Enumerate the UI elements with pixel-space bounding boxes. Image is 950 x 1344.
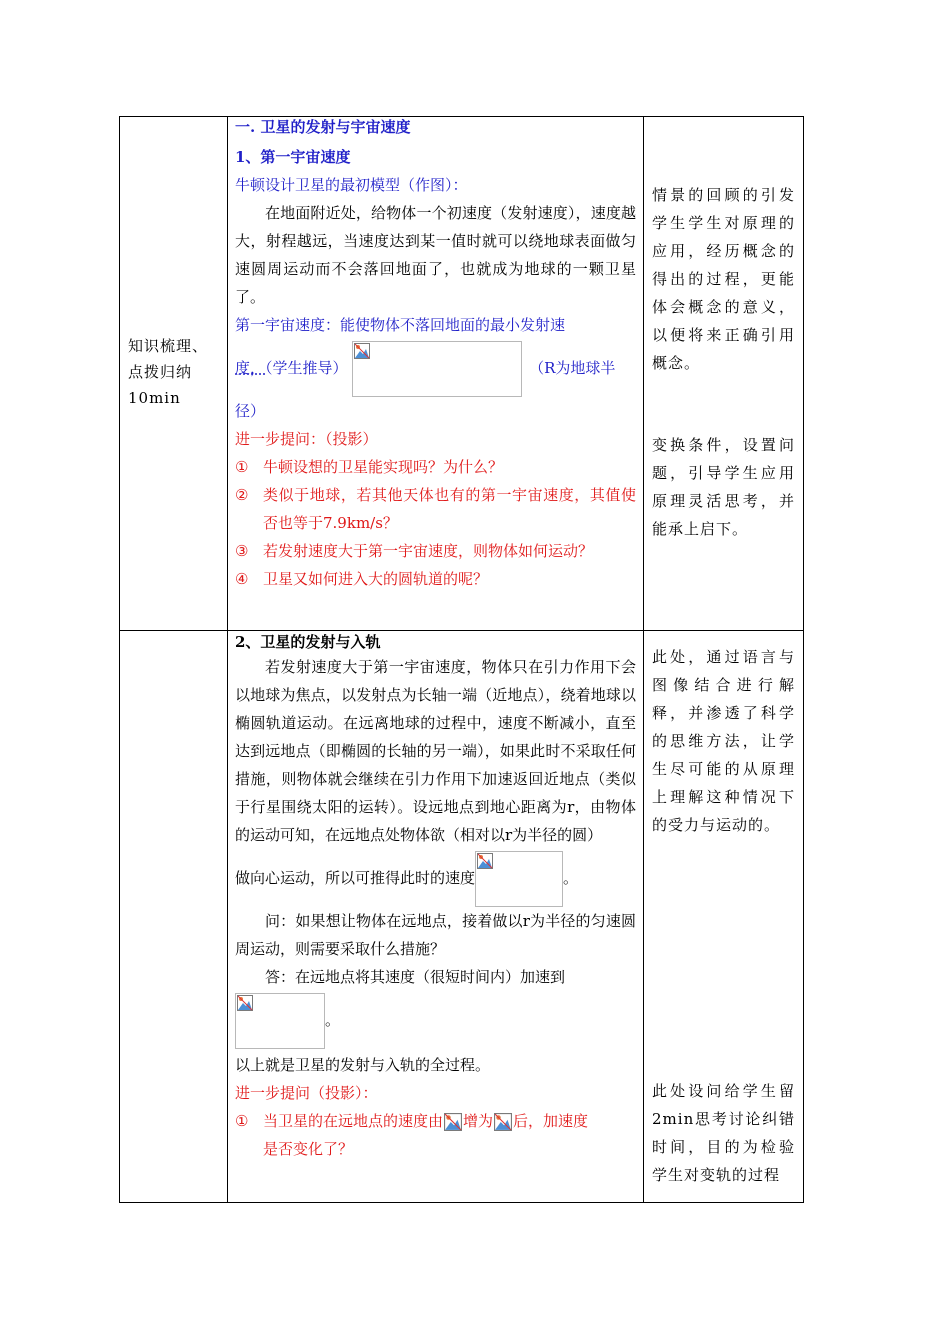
- definition-text: 度，: [235, 359, 266, 377]
- table-row: [120, 631, 804, 1203]
- list-item: [235, 1107, 636, 1163]
- model-line: 牛顿设计卫星的最初模型（作图）：: [235, 176, 468, 194]
- stage-label-cell: [120, 117, 228, 631]
- summary-text: 以上就是卫星的发射与入轨的全过程。: [235, 1056, 491, 1074]
- teacher-note: 此处设问给学生留2min思考讨论纠错时间，目的为检验学生对变轨的过程: [652, 1082, 795, 1184]
- item-number: ②: [235, 486, 249, 504]
- paragraph: 若发射速度大于第一宇宙速度，物体只在引力作用下会以地球为焦点，以发射点为长轴一端（近地点），绕着地球以椭圆轨道运动。在远离地球的过程中，速度不断减小，直至达到远地点（即椭圆的长轴的另一端），如果此时不采取任何措施，则物体就会继续在引力作用下加速返回近地点（类似于行星围绕太阳的运转）。设远地点到地心距离为r，由物体的运动可知，在远地点处物体欲（相对以r为半径的圆）: [235, 658, 636, 844]
- followup-heading: 进一步提问：（投影）: [235, 430, 378, 448]
- note-cell: [644, 631, 804, 1203]
- definition-end: 径）: [235, 402, 266, 420]
- lesson-table: [119, 116, 804, 1203]
- content-cell: [228, 117, 644, 631]
- item-text: 类似于地球，若其他天体也有的第一宇宙速度，其值使否也等于7.9km/s？: [263, 486, 636, 532]
- item-text: 若发射速度大于第一宇宙速度，则物体如何运动？: [263, 542, 594, 560]
- item-number: ③: [235, 542, 249, 560]
- broken-image-icon: [354, 343, 370, 359]
- subsection-title: 1、第一宇宙速度: [235, 148, 351, 166]
- paragraph: 在地面附近处，给物体一个初速度（发射速度），速度越大，射程越远，当速度达到某一值时就可以绕地球表面做匀速圆周运动而不会落回地面了，也就成为地球的一颗卫星了。: [235, 204, 636, 306]
- note-cell: [644, 117, 804, 631]
- list-item: [235, 453, 636, 481]
- radius-note: （R为地球半: [529, 359, 616, 377]
- item-text: 卫星又如何进入大的圆轨道的呢？: [263, 570, 489, 588]
- formula-image: [443, 1112, 463, 1132]
- list-item: [235, 537, 636, 565]
- item-text: 牛顿设想的卫星能实现吗？为什么？: [263, 458, 504, 476]
- formula-image: [352, 341, 522, 397]
- formula-image: [493, 1112, 513, 1132]
- item-text: 是否变化了？: [263, 1140, 354, 1158]
- period: 。: [325, 1011, 341, 1029]
- item-text: 增为: [463, 1112, 494, 1130]
- broken-image-icon: [494, 1113, 512, 1131]
- list-item: [235, 481, 636, 537]
- list-item: [235, 565, 636, 593]
- stage-label-cell: [120, 631, 228, 1203]
- teacher-note: 此处，通过语言与图像结合进行解释，并渗透了科学的思维方法，让学生尽可能的从原理上理解这种情况下的受力与运动的。: [652, 648, 795, 834]
- item-number: ①: [235, 1112, 249, 1130]
- period: 。: [563, 869, 579, 887]
- formula-image: [475, 851, 563, 907]
- item-text: 后，加速度: [513, 1112, 589, 1130]
- stage-label-line: 点拨归纳: [128, 363, 193, 381]
- item-number: ①: [235, 458, 249, 476]
- broken-image-icon: [477, 853, 493, 869]
- section-title: 一. 卫星的发射与宇宙速度: [235, 118, 411, 136]
- subsection-title: 2、卫星的发射与入轨: [235, 633, 381, 651]
- broken-image-icon: [444, 1113, 462, 1131]
- item-number: ④: [235, 570, 249, 588]
- stage-label-line: 知识梳理、: [128, 337, 209, 355]
- followup-heading: 进一步提问（投影）：: [235, 1084, 378, 1102]
- content-cell: [228, 631, 644, 1203]
- table-row: [120, 117, 804, 631]
- teacher-note: 情景的回顾的引发学生学生对原理的应用，经历概念的得出的过程，更能体会概念的意义，以便将来正确引用概念。: [652, 186, 795, 372]
- broken-image-icon: [237, 995, 253, 1011]
- item-text: 当卫星的在远地点的速度由: [263, 1112, 444, 1130]
- stage-label-time: 10min: [128, 389, 181, 407]
- definition-line: 第一宇宙速度：能使物体不落回地面的最小发射速: [235, 316, 566, 334]
- question-text: 问：如果想让物体在远地点，接着做以r为半径的匀速圆周运动，则需要采取什么措施？: [235, 912, 636, 958]
- velocity-text: 做向心运动，所以可推得此时的速度: [235, 869, 476, 887]
- derivation-note: （学生推导）: [265, 359, 348, 377]
- formula-image: [235, 993, 325, 1049]
- answer-text: 答：在远地点将其速度（很短时间内）加速到: [265, 968, 566, 986]
- teacher-note: 变换条件，设置问题，引导学生应用原理灵活思考，并能承上启下。: [652, 436, 795, 538]
